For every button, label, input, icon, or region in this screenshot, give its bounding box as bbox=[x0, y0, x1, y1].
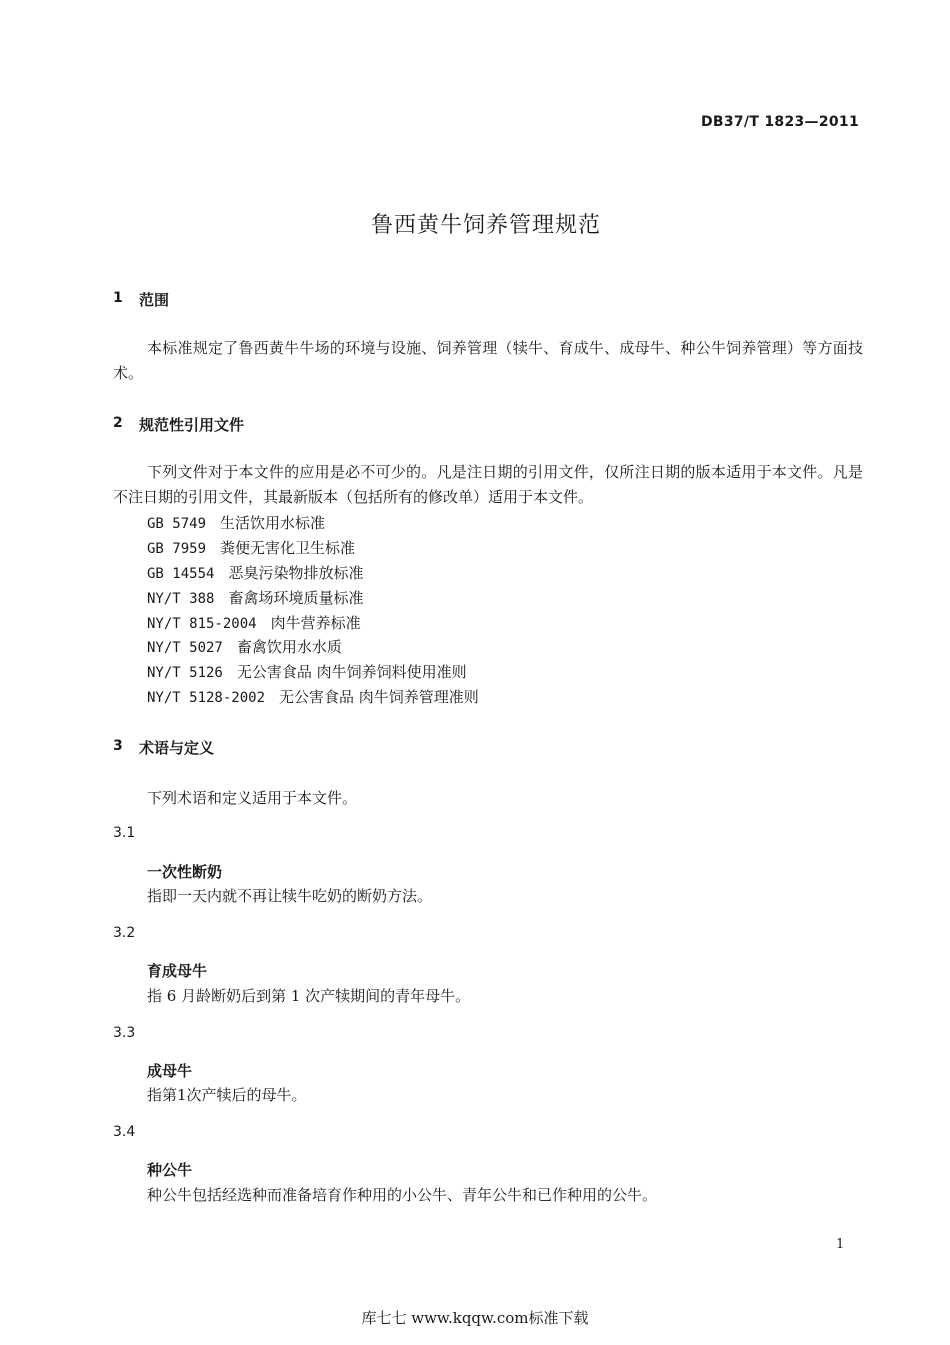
reference-item bbox=[147, 587, 363, 608]
reference-name: 恶臭污染物排放标准 bbox=[228, 564, 364, 582]
reference-name: 无公害食品 肉牛饲养管理准则 bbox=[279, 688, 479, 706]
term-title: 育成母牛 bbox=[147, 962, 208, 980]
term-definition: 种公牛包括经选种而准备培育作种用的小公牛、青年公牛和已作种用的公牛。 bbox=[147, 1186, 658, 1204]
term-definition: 指第1次产犊后的母牛。 bbox=[147, 1086, 307, 1104]
term-number: 3.2 bbox=[113, 925, 136, 941]
term-number: 3.3 bbox=[113, 1025, 136, 1041]
reference-name: 生活饮用水标准 bbox=[220, 514, 326, 532]
section-2-title: 规范性引用文件 bbox=[139, 416, 245, 434]
standard-code: DB37/T 1823—2011 bbox=[700, 114, 859, 130]
term-title: 种公牛 bbox=[147, 1161, 193, 1179]
reference-item bbox=[147, 512, 325, 533]
term-number: 3.4 bbox=[113, 1124, 136, 1140]
document-title: 鲁西黄牛饲养管理规范 bbox=[370, 213, 601, 238]
section-1-paragraph: 本标准规定了鲁西黄牛牛场的环境与设施、饲养管理（犊牛、育成牛、成母牛、种公牛饲养管理）等方面技术。 bbox=[113, 339, 863, 382]
reference-code: GB 7959 bbox=[147, 541, 207, 557]
reference-code: NY/T 5027 bbox=[147, 640, 223, 656]
reference-item bbox=[147, 661, 467, 682]
reference-name: 肉牛营养标准 bbox=[270, 614, 361, 632]
section-2-paragraph: 下列文件对于本文件的应用是必不可少的。凡是注日期的引用文件，仅所注日期的版本适用于本文件。凡是不注日期的引用文件，其最新版本（包括所有的修改单）适用于本文件。 bbox=[113, 463, 863, 506]
reference-code: GB 14554 bbox=[147, 566, 215, 582]
reference-code: NY/T 5126 bbox=[147, 665, 223, 681]
reference-name: 畜禽饮用水水质 bbox=[236, 638, 342, 656]
reference-name: 畜禽场环境质量标准 bbox=[228, 589, 364, 607]
reference-item bbox=[147, 562, 363, 583]
reference-code: NY/T 815-2004 bbox=[147, 616, 257, 632]
reference-name: 无公害食品 肉牛饲养饲料使用准则 bbox=[236, 663, 467, 681]
term-title: 成母牛 bbox=[147, 1062, 193, 1080]
reference-item bbox=[147, 612, 361, 633]
reference-item bbox=[147, 636, 342, 657]
reference-code: NY/T 5128-2002 bbox=[147, 690, 266, 706]
footer-watermark: 库七七 www.kqqw.com标准下载 bbox=[361, 1309, 589, 1327]
term-title: 一次性断奶 bbox=[147, 863, 223, 881]
reference-code: GB 5749 bbox=[147, 516, 207, 532]
term-number: 3.1 bbox=[113, 825, 136, 841]
section-3-title: 术语与定义 bbox=[139, 739, 215, 757]
reference-item bbox=[147, 537, 355, 558]
page-number: 1 bbox=[836, 1237, 845, 1252]
section-2-number: 2 bbox=[113, 415, 123, 431]
term-definition: 指即一天内就不再让犊牛吃奶的断奶方法。 bbox=[147, 887, 433, 905]
reference-name: 粪便无害化卫生标准 bbox=[220, 539, 356, 557]
reference-code: NY/T 388 bbox=[147, 591, 215, 607]
section-3-number: 3 bbox=[113, 738, 123, 754]
term-definition: 指 6 月龄断奶后到第 1 次产犊期间的青年母牛。 bbox=[147, 987, 471, 1005]
section-1-title: 范围 bbox=[139, 291, 170, 309]
section-1-number: 1 bbox=[113, 290, 123, 306]
section-3-intro: 下列术语和定义适用于本文件。 bbox=[147, 789, 358, 807]
reference-item bbox=[147, 686, 479, 707]
